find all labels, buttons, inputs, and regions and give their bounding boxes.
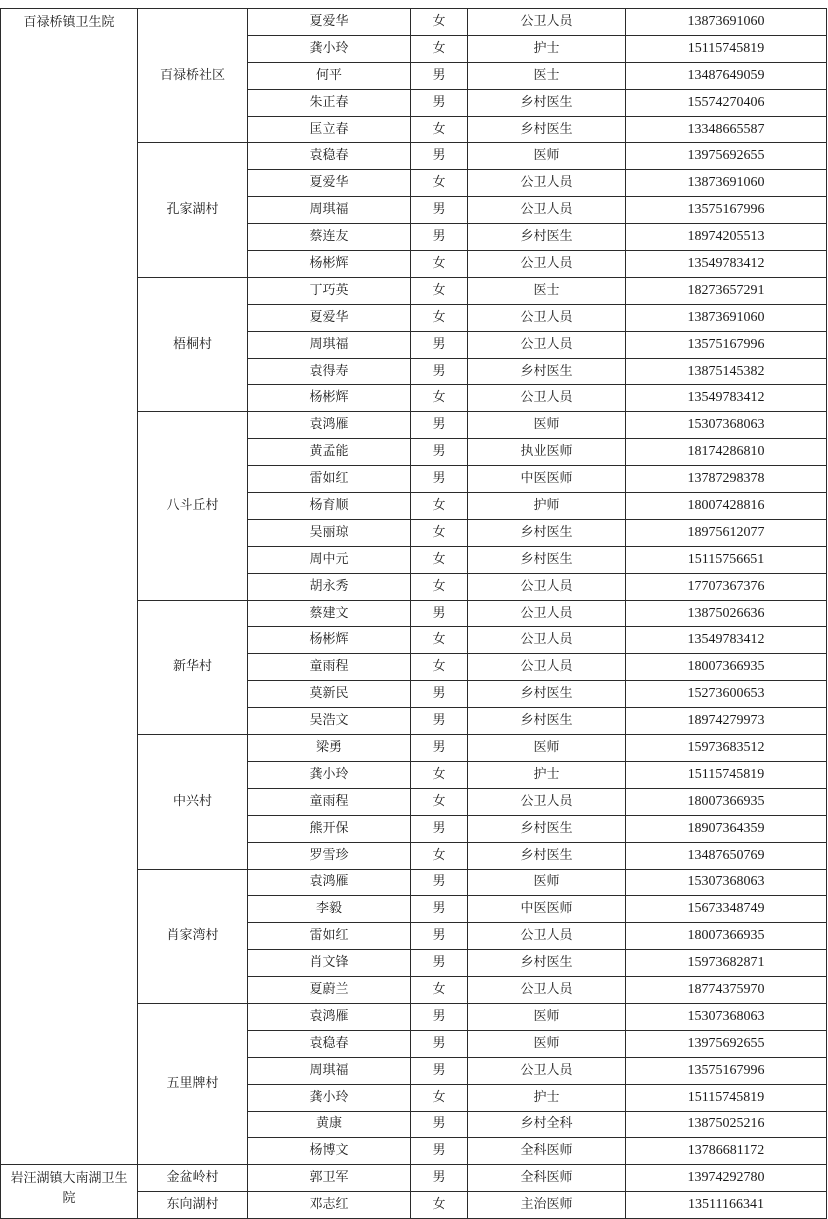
staff-name-cell: 杨育顺 [248,493,411,520]
gender-cell: 男 [411,708,468,735]
gender-cell: 女 [411,519,468,546]
gender-cell: 男 [411,1003,468,1030]
staff-name-cell: 周琪福 [248,331,411,358]
phone-cell: 13549783412 [626,627,827,654]
role-cell: 医师 [468,1003,626,1030]
staff-name-cell: 雷如红 [248,466,411,493]
role-cell: 全科医师 [468,1165,626,1192]
role-cell: 医师 [468,735,626,762]
village-cell: 中兴村 [138,735,248,869]
gender-cell: 女 [411,761,468,788]
role-cell: 公卫人员 [468,170,626,197]
phone-cell: 15307368063 [626,869,827,896]
gender-cell: 男 [411,1057,468,1084]
role-cell: 乡村全科 [468,1111,626,1138]
role-cell: 医师 [468,1030,626,1057]
staff-name-cell: 匡立春 [248,116,411,143]
phone-cell: 13575167996 [626,1057,827,1084]
village-cell: 八斗丘村 [138,412,248,600]
phone-cell: 18974279973 [626,708,827,735]
institution-cell: 岩汪湖镇大南湖卫生院 [1,1165,138,1219]
phone-cell: 17707367376 [626,573,827,600]
role-cell: 乡村医生 [468,681,626,708]
village-cell: 肖家湾村 [138,869,248,1003]
role-cell: 公卫人员 [468,923,626,950]
staff-name-cell: 黄孟能 [248,439,411,466]
village-cell: 新华村 [138,600,248,734]
gender-cell: 男 [411,923,468,950]
village-cell: 梧桐村 [138,277,248,411]
gender-cell: 女 [411,116,468,143]
gender-cell: 女 [411,35,468,62]
gender-cell: 女 [411,1192,468,1219]
gender-cell: 男 [411,600,468,627]
staff-name-cell: 杨彬辉 [248,627,411,654]
staff-name-cell: 郭卫军 [248,1165,411,1192]
gender-cell: 女 [411,627,468,654]
role-cell: 乡村医生 [468,950,626,977]
staff-name-cell: 龚小玲 [248,1084,411,1111]
phone-cell: 15115756651 [626,546,827,573]
staff-name-cell: 夏蔚兰 [248,977,411,1004]
staff-name-cell: 童雨程 [248,654,411,681]
institution-cell: 百禄桥镇卫生院 [1,9,138,1165]
staff-name-cell: 杨博文 [248,1138,411,1165]
gender-cell: 男 [411,62,468,89]
gender-cell: 男 [411,89,468,116]
staff-name-cell: 袁稳春 [248,143,411,170]
role-cell: 全科医师 [468,1138,626,1165]
role-cell: 公卫人员 [468,977,626,1004]
phone-cell: 13549783412 [626,251,827,278]
role-cell: 护士 [468,1084,626,1111]
village-cell: 东向湖村 [138,1192,248,1219]
role-cell: 公卫人员 [468,788,626,815]
staff-name-cell: 蔡建文 [248,600,411,627]
phone-cell: 18975612077 [626,519,827,546]
phone-cell: 18907364359 [626,815,827,842]
staff-name-cell: 袁鸿雁 [248,412,411,439]
gender-cell: 男 [411,224,468,251]
phone-cell: 13348665587 [626,116,827,143]
gender-cell: 男 [411,412,468,439]
gender-cell: 男 [411,896,468,923]
role-cell: 乡村医生 [468,708,626,735]
gender-cell: 女 [411,842,468,869]
gender-cell: 女 [411,493,468,520]
phone-cell: 18174286810 [626,439,827,466]
staff-name-cell: 胡永秀 [248,573,411,600]
gender-cell: 女 [411,251,468,278]
staff-roster-table [0,8,827,1219]
role-cell: 医士 [468,62,626,89]
gender-cell: 男 [411,143,468,170]
role-cell: 公卫人员 [468,385,626,412]
staff-name-cell: 吴浩文 [248,708,411,735]
gender-cell: 女 [411,573,468,600]
staff-name-cell: 丁巧英 [248,277,411,304]
role-cell: 执业医师 [468,439,626,466]
role-cell: 乡村医生 [468,842,626,869]
role-cell: 护士 [468,761,626,788]
phone-cell: 13786681172 [626,1138,827,1165]
phone-cell: 13974292780 [626,1165,827,1192]
gender-cell: 女 [411,1084,468,1111]
phone-cell: 18774375970 [626,977,827,1004]
role-cell: 公卫人员 [468,9,626,36]
phone-cell: 15973682871 [626,950,827,977]
gender-cell: 女 [411,546,468,573]
staff-name-cell: 肖文锋 [248,950,411,977]
role-cell: 医师 [468,869,626,896]
role-cell: 乡村医生 [468,116,626,143]
gender-cell: 女 [411,304,468,331]
role-cell: 乡村医生 [468,519,626,546]
staff-name-cell: 雷如红 [248,923,411,950]
staff-name-cell: 杨彬辉 [248,251,411,278]
phone-cell: 15115745819 [626,761,827,788]
role-cell: 公卫人员 [468,600,626,627]
village-cell: 孔家湖村 [138,143,248,277]
roster-body [1,9,827,1219]
role-cell: 护师 [468,493,626,520]
staff-name-cell: 袁稳春 [248,1030,411,1057]
gender-cell: 男 [411,1111,468,1138]
phone-cell: 18007366935 [626,788,827,815]
role-cell: 公卫人员 [468,654,626,681]
staff-name-cell: 李毅 [248,896,411,923]
table-row [1,1165,827,1192]
gender-cell: 男 [411,869,468,896]
role-cell: 公卫人员 [468,304,626,331]
gender-cell: 男 [411,681,468,708]
role-cell: 乡村医生 [468,546,626,573]
phone-cell: 18974205513 [626,224,827,251]
phone-cell: 13549783412 [626,385,827,412]
role-cell: 乡村医生 [468,815,626,842]
staff-name-cell: 龚小玲 [248,35,411,62]
role-cell: 中医医师 [468,466,626,493]
role-cell: 公卫人员 [468,573,626,600]
role-cell: 护士 [468,35,626,62]
phone-cell: 13575167996 [626,331,827,358]
phone-cell: 13875025216 [626,1111,827,1138]
phone-cell: 18007428816 [626,493,827,520]
phone-cell: 13575167996 [626,197,827,224]
staff-name-cell: 朱正春 [248,89,411,116]
staff-name-cell: 蔡连友 [248,224,411,251]
gender-cell: 女 [411,385,468,412]
phone-cell: 18007366935 [626,654,827,681]
phone-cell: 13875026636 [626,600,827,627]
gender-cell: 女 [411,277,468,304]
staff-name-cell: 袁鸿雁 [248,1003,411,1030]
staff-name-cell: 袁鸿雁 [248,869,411,896]
staff-name-cell: 邓志红 [248,1192,411,1219]
gender-cell: 男 [411,197,468,224]
role-cell: 乡村医生 [468,358,626,385]
phone-cell: 15115745819 [626,35,827,62]
phone-cell: 15115745819 [626,1084,827,1111]
phone-cell: 15273600653 [626,681,827,708]
gender-cell: 女 [411,9,468,36]
staff-name-cell: 何平 [248,62,411,89]
staff-name-cell: 莫新民 [248,681,411,708]
phone-cell: 15673348749 [626,896,827,923]
role-cell: 中医医师 [468,896,626,923]
gender-cell: 男 [411,331,468,358]
role-cell: 公卫人员 [468,1057,626,1084]
staff-name-cell: 龚小玲 [248,761,411,788]
role-cell: 公卫人员 [468,331,626,358]
phone-cell: 13511166341 [626,1192,827,1219]
role-cell: 医士 [468,277,626,304]
staff-name-cell: 夏爱华 [248,170,411,197]
gender-cell: 男 [411,358,468,385]
gender-cell: 女 [411,170,468,197]
staff-name-cell: 周琪福 [248,1057,411,1084]
village-cell: 金盆岭村 [138,1165,248,1192]
staff-name-cell: 黄康 [248,1111,411,1138]
phone-cell: 13873691060 [626,304,827,331]
village-cell: 五里牌村 [138,1003,248,1164]
gender-cell: 男 [411,950,468,977]
phone-cell: 15307368063 [626,412,827,439]
gender-cell: 男 [411,815,468,842]
gender-cell: 男 [411,1030,468,1057]
gender-cell: 男 [411,466,468,493]
phone-cell: 18273657291 [626,277,827,304]
gender-cell: 男 [411,439,468,466]
role-cell: 乡村医生 [468,224,626,251]
gender-cell: 女 [411,977,468,1004]
phone-cell: 13875145382 [626,358,827,385]
gender-cell: 男 [411,735,468,762]
phone-cell: 15307368063 [626,1003,827,1030]
role-cell: 主治医师 [468,1192,626,1219]
staff-name-cell: 夏爱华 [248,9,411,36]
staff-name-cell: 夏爱华 [248,304,411,331]
staff-name-cell: 周中元 [248,546,411,573]
phone-cell: 18007366935 [626,923,827,950]
gender-cell: 男 [411,1165,468,1192]
staff-name-cell: 袁得寿 [248,358,411,385]
phone-cell: 13873691060 [626,9,827,36]
staff-name-cell: 梁勇 [248,735,411,762]
staff-name-cell: 童雨程 [248,788,411,815]
table-row [1,9,827,36]
role-cell: 公卫人员 [468,197,626,224]
phone-cell: 13487649059 [626,62,827,89]
staff-name-cell: 熊开保 [248,815,411,842]
gender-cell: 女 [411,654,468,681]
gender-cell: 女 [411,788,468,815]
role-cell: 公卫人员 [468,627,626,654]
village-cell: 百禄桥社区 [138,9,248,143]
phone-cell: 15973683512 [626,735,827,762]
role-cell: 公卫人员 [468,251,626,278]
phone-cell: 13975692655 [626,143,827,170]
phone-cell: 13487650769 [626,842,827,869]
role-cell: 医师 [468,143,626,170]
gender-cell: 男 [411,1138,468,1165]
staff-name-cell: 杨彬辉 [248,385,411,412]
phone-cell: 13975692655 [626,1030,827,1057]
phone-cell: 13787298378 [626,466,827,493]
staff-name-cell: 吴丽琼 [248,519,411,546]
role-cell: 乡村医生 [468,89,626,116]
staff-name-cell: 周琪福 [248,197,411,224]
staff-name-cell: 罗雪珍 [248,842,411,869]
phone-cell: 13873691060 [626,170,827,197]
phone-cell: 15574270406 [626,89,827,116]
role-cell: 医师 [468,412,626,439]
